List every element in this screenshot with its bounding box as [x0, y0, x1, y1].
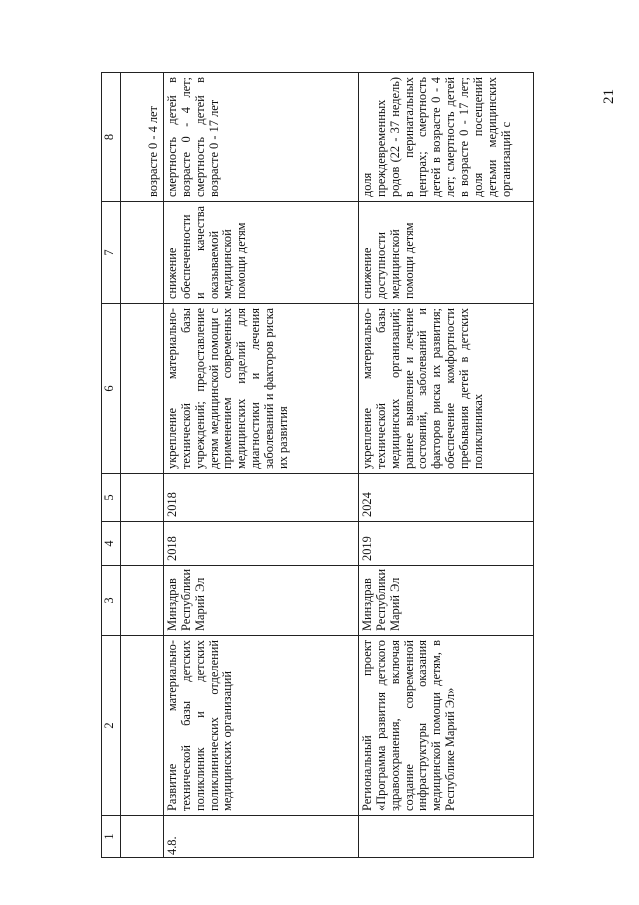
- cell-start: 2019: [358, 522, 533, 566]
- cell-indicators: возрасте 0 - 4 лет: [121, 73, 164, 202]
- col-header-2: 2: [102, 636, 121, 816]
- col-header-5: 5: [102, 474, 121, 522]
- cell-indicators: доля преждевременных родов (22 - 37 недель) в перинатальных центрах; смертность детей в возрасте 0 - 4 лет; смертность детей в возрасте 0 - 17 лет; доля посещений детьми медицинских организаций с: [358, 73, 533, 202]
- cell-effect: снижение обеспеченности и качества оказываемой медицинской помощи детям: [163, 202, 358, 304]
- col-header-1: 1: [102, 816, 121, 858]
- col-header-6: 6: [102, 304, 121, 474]
- cell-indicators: смертность детей в возрасте 0 - 4 лет; смертность детей в возрасте 0 - 17 лет: [163, 73, 358, 202]
- cell-executor: Минздрав Республики Марий Эл: [358, 566, 533, 636]
- cell-name: [121, 636, 164, 816]
- cell-end: 2018: [163, 474, 358, 522]
- col-header-4: 4: [102, 522, 121, 566]
- table-row: [163, 73, 358, 858]
- cell-name: Развитие материально-технической базы детских поликлиник и детских поликлинических отделений медицинских организаций: [163, 636, 358, 816]
- cell-num: 4.8.: [163, 816, 358, 858]
- col-header-3: 3: [102, 566, 121, 636]
- cell-effect: снижение доступности медицинской помощи детям: [358, 202, 533, 304]
- cell-end: [121, 474, 164, 522]
- col-header-8: 8: [102, 73, 121, 202]
- cell-content: [121, 304, 164, 474]
- cell-start: 2018: [163, 522, 358, 566]
- page-number-container: [601, 28, 639, 104]
- table-row: [121, 73, 164, 858]
- cell-num: [121, 816, 164, 858]
- cell-effect: [121, 202, 164, 304]
- cell-start: [121, 522, 164, 566]
- table-row: [358, 73, 533, 858]
- cell-num: [358, 816, 533, 858]
- cell-content: укрепление материально-технической базы учреждений; предоставление детям медицинской помощи с применением современных медицинских изделий для диагностики и лечения заболеваний и факторов риска их развития: [163, 304, 358, 474]
- cell-name: Региональный проект «Программа развития детского здравоохранения, включая создание современной инфраструктуры оказания медицинской помощи детям, в Республике Марий Эл»: [358, 636, 533, 816]
- rotated-table-sheet: [101, 73, 529, 858]
- cell-content: укрепление материально-технической базы медицинских организаций; раннее выявление и лечение состояний, заболеваний и факторов риска их развития; обеспечение комфортности пребывания детей в детских поликлиниках: [358, 304, 533, 474]
- cell-executor: Минздрав Республики Марий Эл: [163, 566, 358, 636]
- program-table: [101, 72, 534, 858]
- cell-end: 2024: [358, 474, 533, 522]
- header-row: [102, 73, 121, 858]
- col-header-7: 7: [102, 202, 121, 304]
- cell-executor: [121, 566, 164, 636]
- page-number: 21: [601, 89, 617, 104]
